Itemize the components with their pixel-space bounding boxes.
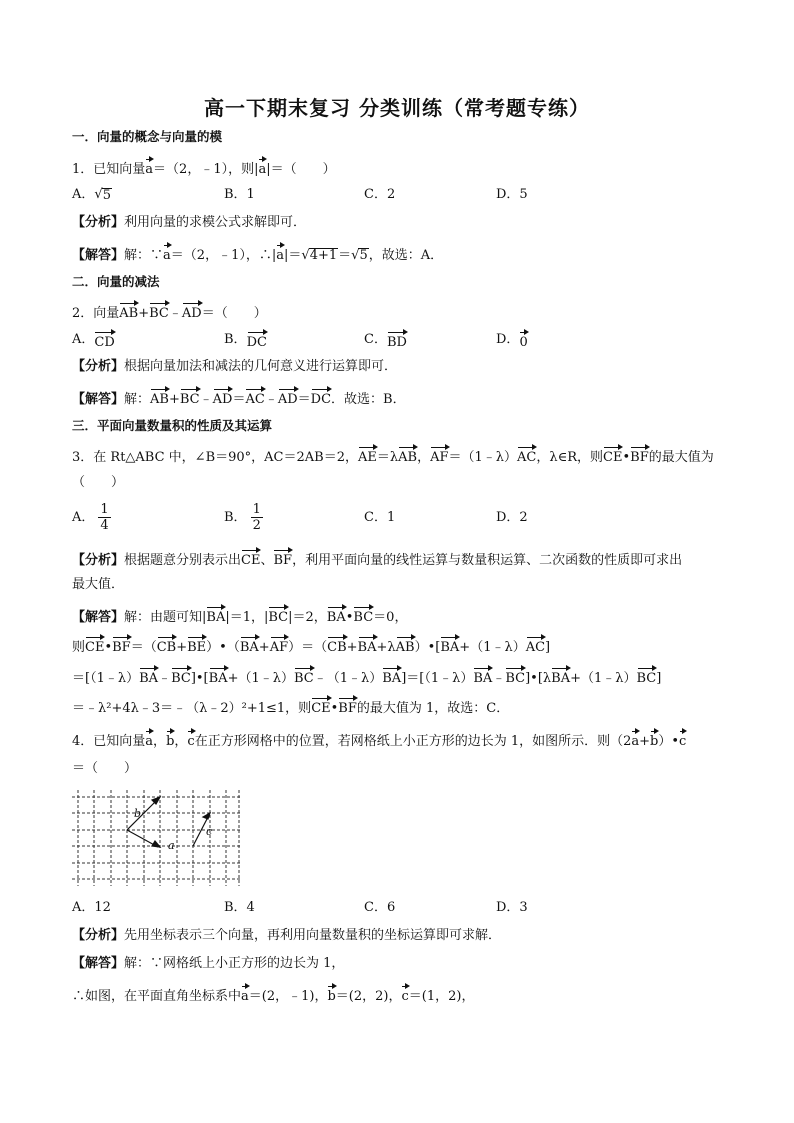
question-4-stem: 4．已知向量a，b，c在正方形网格中的位置，若网格纸上小正方形的边长为 1，如图所示．则（2a+b）•c — [72, 729, 686, 751]
option-c: C．6 — [364, 900, 396, 915]
question-4-answer: 【解答】解：∵网格纸上小正方形的边长为 1， — [72, 956, 345, 971]
option-d: D．2 — [496, 509, 528, 525]
question-2-analysis: 【分析】根据向量加法和减法的几何意义进行运算即可． — [72, 359, 398, 374]
vector-a-arrowhead — [152, 841, 160, 847]
question-3-analysis: 【分析】根据题意分别表示出CE、BF，利用平面向量的线性运算与数量积运算、二次函数的性质即可求出 — [72, 548, 682, 570]
option-a: A． $\frac{1}{4}$ — [72, 502, 109, 533]
option-b: B． DC — [224, 331, 267, 350]
option-a: A． CD — [72, 331, 115, 350]
question-3-solution-line: ＝﹣λ²+4λ﹣3＝﹣（λ﹣2）²+1≤1，则CE•BF的最大值为 1，故选：C． — [72, 696, 509, 718]
question-3-answer: 【解答】解：由题可知|BA|＝1，|BC|＝2，BA•BC＝0， — [72, 605, 407, 627]
vector-b-label: b — [134, 807, 142, 820]
vector-b-arrowhead — [152, 797, 160, 804]
page-title: 高一下期末复习 分类训练（常考题专练） — [204, 96, 590, 120]
option-b: B． $\frac{1}{2}$ — [224, 502, 261, 533]
question-3-stem-cont: （ ） — [72, 475, 125, 490]
vector-a-label: a — [168, 839, 175, 852]
question-3-stem: 3．在 Rt△ABC 中，∠B＝90°，AC＝2AB＝2，AE＝λAB，AF＝（1﹣λ）AC，λ∈R，则CE•BF的最大值为 — [72, 445, 714, 467]
question-2-stem: 2．向量AB+BC﹣AD＝（ ） — [72, 301, 267, 323]
question-4-stem-cont: ＝（ ） — [72, 761, 138, 776]
option-c: C．1 — [364, 509, 396, 525]
question-3-solution-line: ＝[（1﹣λ）BA﹣BC]•[BA+（1﹣λ）BC﹣（1﹣λ）BA]＝[（1﹣λ）BA﹣BC]•[λBA+（1﹣λ）BC] — [72, 666, 661, 688]
question-1-stem: 1．已知向量a＝（2，﹣1），则|a|＝（ ） — [72, 157, 336, 179]
vector-b-arrow — [127, 801, 156, 830]
option-b: B．1 — [224, 187, 255, 202]
vector-c-label: c — [206, 825, 213, 838]
option-b: B．4 — [224, 900, 255, 915]
question-1-options — [72, 186, 772, 204]
section-heading: 二．向量的减法 — [72, 274, 160, 289]
vector-c-arrowhead — [203, 813, 210, 819]
question-4-analysis: 【分析】先用坐标表示三个向量，再利用向量数量积的坐标运算即可求解． — [72, 928, 502, 943]
vector-grid-figure — [72, 790, 242, 888]
question-3-options — [72, 502, 772, 533]
option-a: A． √ 5 — [72, 187, 111, 203]
section-heading: 三．平面向量数量积的性质及其运算 — [72, 418, 273, 433]
question-3-analysis-cont: 最大值． — [72, 577, 125, 592]
question-2-answer: 【解答】解：AB+BC﹣AD＝AC﹣AD＝DC．故选：B． — [72, 387, 406, 409]
option-c: C． BD — [364, 331, 407, 350]
question-3-solution-line: 则CE•BF＝（CB+BE）•（BA+AF）＝（CB+BA+λAB）•[BA+（1﹣λ）AC] — [72, 635, 550, 657]
option-d: D． 0 — [496, 331, 528, 350]
question-1-analysis: 【分析】利用向量的求模公式求解即可． — [72, 215, 307, 230]
question-4-solution-line: ∴如图，在平面直角坐标系中a＝(2，﹣1)，b＝(2，2)，c＝(1，2)， — [72, 984, 474, 1006]
question-4-options — [72, 899, 772, 917]
option-a: A．12 — [72, 900, 111, 915]
question-2-options — [72, 330, 772, 349]
option-d: D．3 — [496, 900, 528, 915]
option-c: C．2 — [364, 187, 396, 202]
question-1-answer: 【解答】解：∵a＝（2，﹣1），∴|a|＝√4+1＝√5，故选：A． — [72, 243, 443, 265]
section-heading: 一．向量的概念与向量的模 — [72, 129, 223, 144]
option-d: D．5 — [496, 187, 528, 202]
